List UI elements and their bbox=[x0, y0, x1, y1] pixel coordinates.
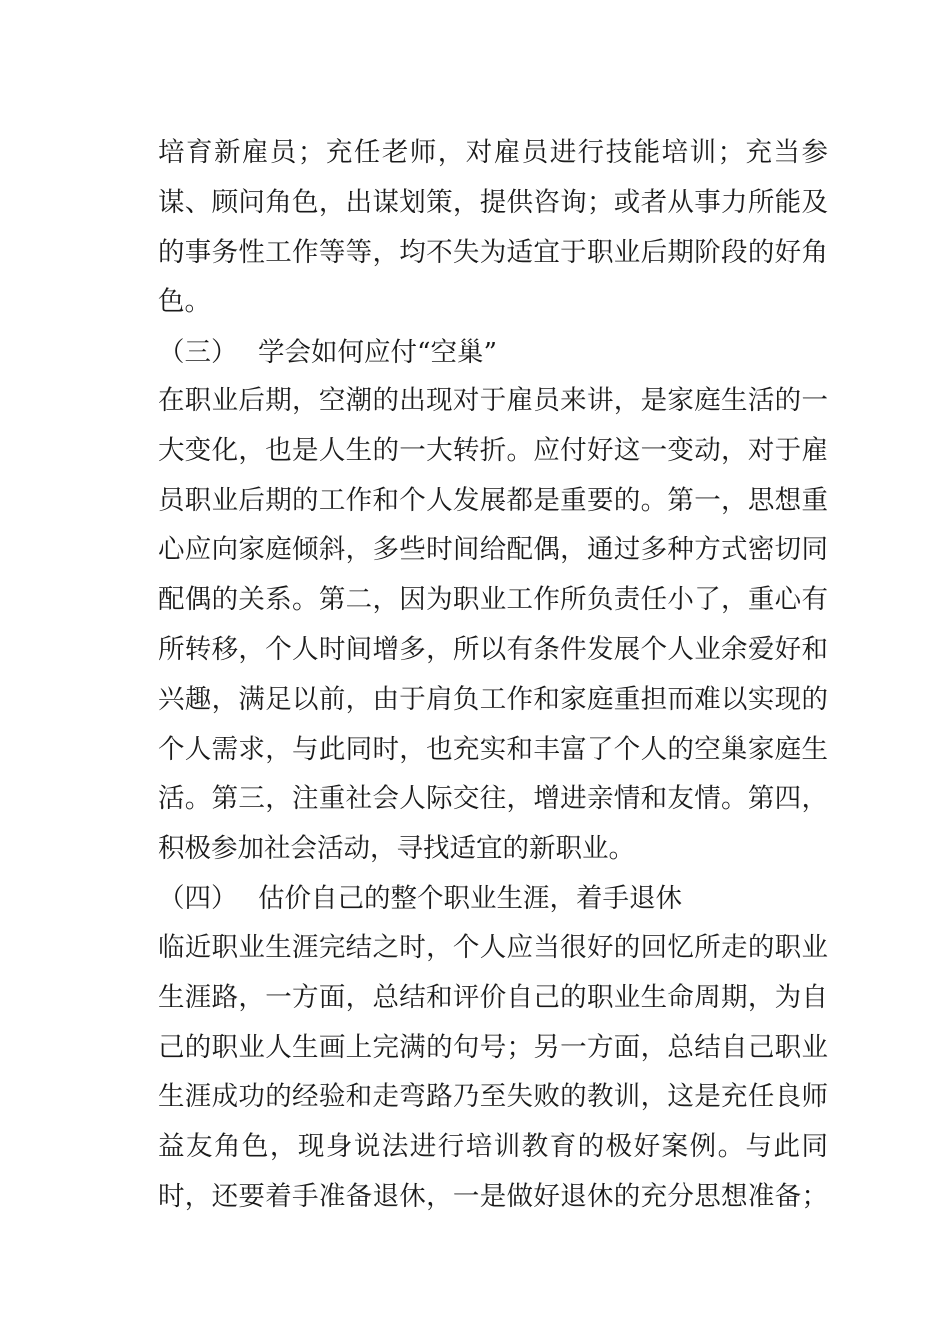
paragraph-line: 谋、顾问角色，出谋划策，提供咨询；或者从事力所能及 bbox=[158, 187, 828, 218]
paragraph-line: 色。 bbox=[158, 286, 211, 317]
paragraph-line: 配偶的关系。第二，因为职业工作所负责任小了，重心有 bbox=[158, 584, 828, 615]
paragraph-line: 心应向家庭倾斜，多些时间给配偶，通过多种方式密切同 bbox=[158, 534, 828, 565]
section-title: 估价自己的整个职业生涯，着手退休 bbox=[258, 883, 682, 914]
paragraph-line: 培育新雇员；充任老师，对雇员进行技能培训；充当参 bbox=[158, 137, 828, 168]
paragraph-line: 生涯成功的经验和走弯路乃至失败的教训，这是充任良师 bbox=[158, 1081, 828, 1112]
paragraph-line: 临近职业生涯完结之时，个人应当很好的回忆所走的职业 bbox=[158, 932, 828, 963]
paragraph-line: 大变化，也是人生的一大转折。应付好这一变动，对于雇 bbox=[158, 435, 828, 466]
paragraph-line: 益友角色，现身说法进行培训教育的极好案例。与此同 bbox=[158, 1131, 828, 1162]
paragraph-line: 的事务性工作等等，均不失为适宜于职业后期阶段的好角 bbox=[158, 237, 828, 268]
section-number: （四） bbox=[158, 883, 238, 914]
section-title: 学会如何应付“空巢” bbox=[258, 337, 498, 368]
paragraph-line: 己的职业人生画上完满的句号；另一方面，总结自己职业 bbox=[158, 1032, 828, 1063]
section-heading bbox=[158, 336, 497, 370]
paragraph-line: 个人需求，与此同时，也充实和丰富了个人的空巢家庭生 bbox=[158, 734, 828, 765]
paragraph-line: 员职业后期的工作和个人发展都是重要的。第一，思想重 bbox=[158, 485, 828, 516]
paragraph-line: 活。第三，注重社会人际交往，增进亲情和友情。第四， bbox=[158, 783, 828, 814]
paragraph-line: 积极参加社会活动，寻找适宜的新职业。 bbox=[158, 833, 635, 864]
paragraph-line: 在职业后期，空潮的出现对于雇员来讲，是家庭生活的一 bbox=[158, 385, 828, 416]
section-number: （三） bbox=[158, 337, 238, 368]
paragraph-line: 时，还要着手准备退休，一是做好退休的充分思想准备； bbox=[158, 1181, 828, 1212]
paragraph-line: 所转移，个人时间增多，所以有条件发展个人业余爱好和 bbox=[158, 634, 828, 665]
section-heading bbox=[158, 882, 682, 916]
paragraph-line: 兴趣，满足以前，由于肩负工作和家庭重担而难以实现的 bbox=[158, 684, 828, 715]
paragraph-line: 生涯路，一方面，总结和评价自己的职业生命周期，为自 bbox=[158, 982, 828, 1013]
